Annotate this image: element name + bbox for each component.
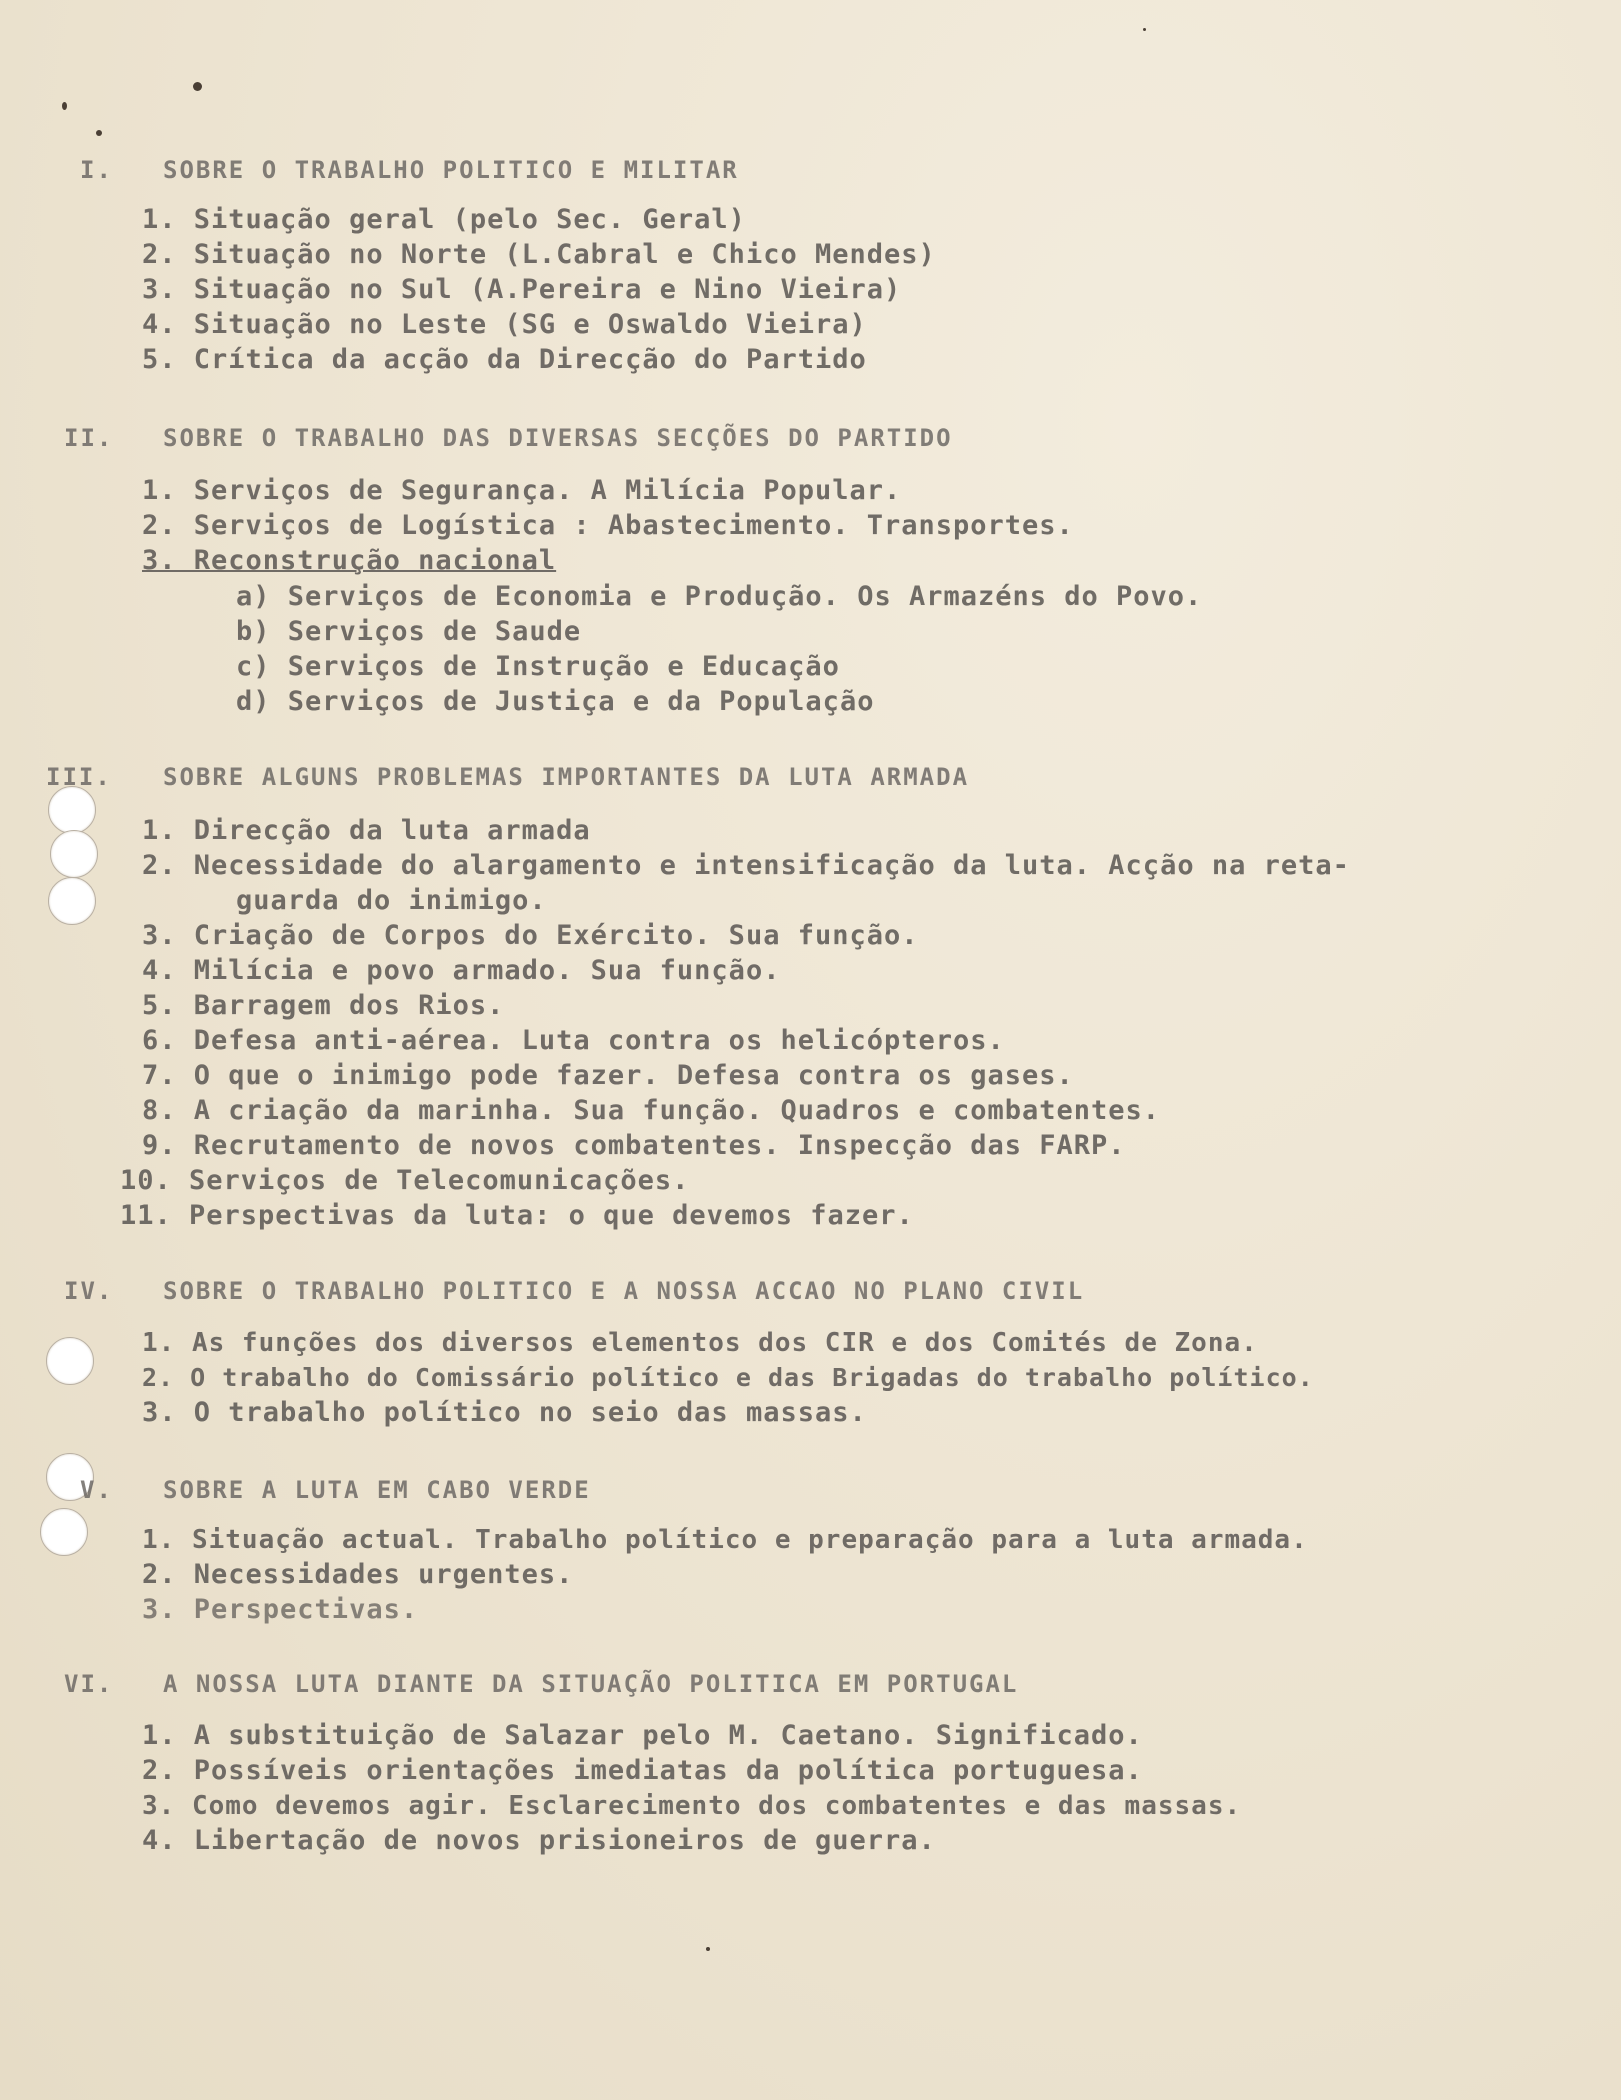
list-item: 2. Possíveis orientações imediatas da política portuguesa. xyxy=(142,1755,1143,1786)
section-heading: SOBRE O TRABALHO POLITICO E A NOSSA ACCAO NO PLANO CIVIL xyxy=(163,1277,1085,1305)
ink-speck xyxy=(1143,28,1146,31)
ink-speck xyxy=(96,130,102,136)
punch-hole xyxy=(40,1508,88,1556)
list-item: 3. Situação no Sul (A.Pereira e Nino Vieira) xyxy=(142,274,902,305)
list-item: 1. Situação actual. Trabalho político e preparação para a luta armada. xyxy=(142,1525,1308,1555)
list-item: 2. Necessidade do alargamento e intensificação da luta. Acção na reta- xyxy=(142,850,1350,881)
sub-item: d) Serviços de Justiça e da População xyxy=(236,686,875,717)
list-item: 6. Defesa anti-aérea. Luta contra os helicópteros. xyxy=(142,1025,1005,1056)
list-item: 1. Serviços de Segurança. A Milícia Popular. xyxy=(142,475,902,506)
list-item: 10. Serviços de Telecomunicações. xyxy=(120,1165,690,1196)
punch-hole xyxy=(46,1337,94,1385)
section-heading: A NOSSA LUTA DIANTE DA SITUAÇÃO POLITICA EM PORTUGAL xyxy=(163,1670,1019,1698)
list-item: 3. Perspectivas. xyxy=(142,1594,419,1625)
list-item: 3. O trabalho político no seio das massas. xyxy=(142,1397,867,1428)
list-item: 9. Recrutamento de novos combatentes. Inspecção das FARP. xyxy=(142,1130,1126,1161)
list-item-continuation: guarda do inimigo. xyxy=(236,885,547,916)
list-item: 1. Situação geral (pelo Sec. Geral) xyxy=(142,204,746,235)
section-heading: SOBRE O TRABALHO DAS DIVERSAS SECÇÕES DO PARTIDO xyxy=(163,424,953,452)
list-item: 11. Perspectivas da luta: o que devemos fazer. xyxy=(120,1200,914,1231)
list-item: 8. A criação da marinha. Sua função. Quadros e combatentes. xyxy=(142,1095,1161,1126)
list-item: 1. A substituição de Salazar pelo M. Caetano. Significado. xyxy=(142,1720,1143,1751)
list-item: 1. Direcção da luta armada xyxy=(142,815,591,846)
list-item: 2. Serviços de Logística : Abastecimento. Transportes. xyxy=(142,510,1074,541)
section-numeral: V. xyxy=(80,1476,113,1504)
ink-speck xyxy=(193,82,202,91)
list-item: 5. Barragem dos Rios. xyxy=(142,990,505,1021)
list-item: 4. Situação no Leste (SG e Oswaldo Vieira) xyxy=(142,309,867,340)
punch-hole xyxy=(48,786,96,834)
section-numeral: II. xyxy=(64,424,114,452)
list-item: 3. Criação de Corpos do Exército. Sua função. xyxy=(142,920,919,951)
sub-item: b) Serviços de Saude xyxy=(236,616,582,647)
section-numeral: III. xyxy=(46,763,112,791)
punch-hole xyxy=(48,877,96,925)
list-item: 2. Situação no Norte (L.Cabral e Chico Mendes) xyxy=(142,239,936,270)
list-item: 3. Reconstrução nacional xyxy=(142,545,557,576)
list-item: 2. O trabalho do Comissário político e das Brigadas do trabalho político. xyxy=(142,1363,1314,1392)
section-numeral: VI. xyxy=(64,1670,114,1698)
section-numeral: I. xyxy=(80,156,113,184)
ink-speck xyxy=(706,1947,710,1951)
list-item: 7. O que o inimigo pode fazer. Defesa contra os gases. xyxy=(142,1060,1074,1091)
list-item: 2. Necessidades urgentes. xyxy=(142,1559,574,1590)
list-item: 4. Libertação de novos prisioneiros de guerra. xyxy=(142,1825,936,1856)
section-numeral: IV. xyxy=(64,1277,114,1305)
section-heading: SOBRE A LUTA EM CABO VERDE xyxy=(163,1476,591,1504)
punch-hole xyxy=(50,830,98,878)
list-item: 1. As funções dos diversos elementos dos CIR e dos Comités de Zona. xyxy=(142,1328,1258,1358)
list-item: 4. Milícia e povo armado. Sua função. xyxy=(142,955,781,986)
sub-item: a) Serviços de Economia e Produção. Os Armazéns do Povo. xyxy=(236,581,1203,612)
section-heading: SOBRE O TRABALHO POLITICO E MILITAR xyxy=(163,156,739,184)
list-item: 5. Crítica da acção da Direcção do Partido xyxy=(142,344,867,375)
ink-speck xyxy=(62,102,67,110)
section-heading: SOBRE ALGUNS PROBLEMAS IMPORTANTES DA LUTA ARMADA xyxy=(163,763,970,791)
sub-item: c) Serviços de Instrução e Educação xyxy=(236,651,840,682)
list-item: 3. Como devemos agir. Esclarecimento dos combatentes e das massas. xyxy=(142,1791,1242,1821)
